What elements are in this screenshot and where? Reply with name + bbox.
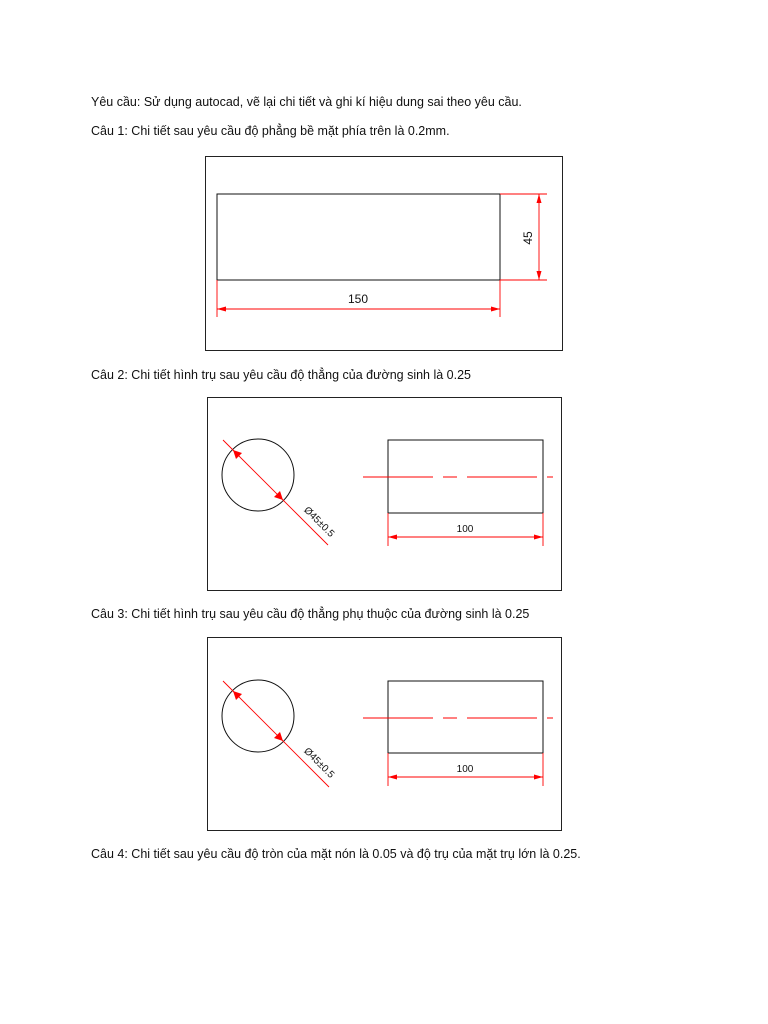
- figure-3-svg: [208, 638, 563, 832]
- question-3-text: Câu 3: Chi tiết hình trụ sau yêu cầu độ thẳng phụ thuộc của đường sinh là 0.25: [91, 607, 530, 621]
- length-dimension-label: 100: [456, 524, 474, 535]
- length-arrow-left: [388, 775, 397, 780]
- figure-2-svg: [208, 398, 563, 592]
- length-arrow-left: [217, 307, 226, 312]
- length-arrow-left: [388, 535, 397, 540]
- length-dimension-label: 150: [347, 292, 369, 306]
- diameter-dimension-label: Ø45±0.5: [301, 745, 337, 781]
- question-4-text: Câu 4: Chi tiết sau yêu cầu độ tròn của mặt nón là 0.05 và độ trụ của mặt trụ lớn là 0.25.: [91, 847, 581, 861]
- length-dimension-label: 100: [456, 764, 474, 775]
- height-arrow-bottom: [537, 271, 542, 280]
- intro-text: Yêu cầu: Sử dụng autocad, vẽ lại chi tiết và ghi kí hiệu dung sai theo yêu cầu.: [91, 95, 522, 109]
- length-arrow-right: [491, 307, 500, 312]
- length-arrow-right: [534, 535, 543, 540]
- question-1-text: Câu 1: Chi tiết sau yêu cầu độ phẳng bề mặt phía trên là 0.2mm.: [91, 124, 450, 138]
- figure-3-cylinder-drawing: [207, 637, 562, 831]
- height-dimension-label: 45: [521, 231, 535, 245]
- figure-1-block-drawing: [205, 156, 563, 351]
- height-arrow-top: [537, 194, 542, 203]
- figure-2-cylinder-drawing: [207, 397, 562, 591]
- cylinder-side-view: [388, 440, 543, 513]
- cylinder-side-view: [388, 681, 543, 753]
- question-2-text: Câu 2: Chi tiết hình trụ sau yêu cầu độ thẳng của đường sinh là 0.25: [91, 368, 472, 382]
- length-arrow-right: [534, 775, 543, 780]
- block-outline: [217, 194, 500, 280]
- diameter-dimension-label: Ø45±0.5: [301, 504, 337, 540]
- figure-1-svg: [206, 157, 564, 352]
